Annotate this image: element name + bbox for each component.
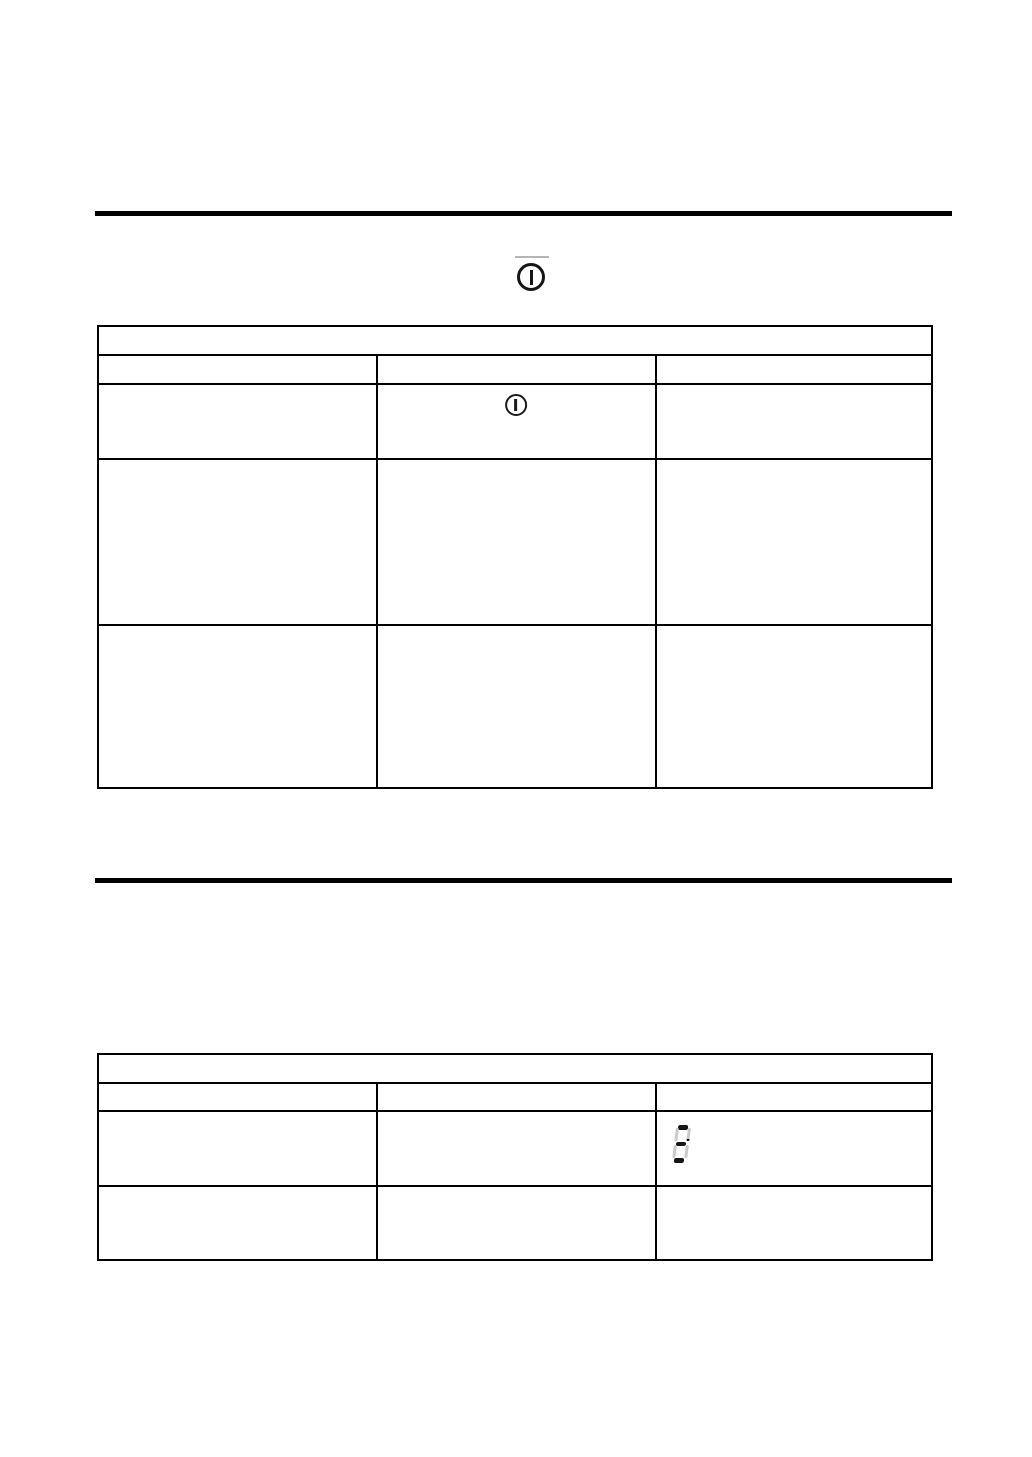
table-2-r2-c3 [657,1187,933,1259]
table-2-r2-c1 [99,1187,378,1259]
table-row [99,626,931,789]
segment-top-left [674,1128,679,1141]
overline-mark [515,256,549,258]
table-1-col-header-2 [378,356,657,383]
table-1-r3-c1 [99,626,378,789]
table-1-col-header-3 [657,356,933,383]
table-1-r2-c1 [99,460,378,624]
power-icon-bar [530,270,534,285]
segment-bottom-left [672,1145,677,1158]
table-2-col-header-2 [378,1084,657,1110]
power-icon [505,394,527,416]
table-1-r1-c2 [378,385,657,458]
table-row [99,460,931,626]
table-2-r1-c3 [657,1112,933,1185]
power-symbol-with-overline [514,254,550,296]
table-2-title-cell [99,1055,931,1082]
table-1-r2-c2 [378,460,657,624]
table-1-r1-c1 [99,385,378,458]
table-2-r2-c2 [378,1187,657,1259]
section-rule-middle [95,878,952,883]
table-2-r1-c2 [378,1112,657,1185]
table-row [99,1112,931,1187]
table-2-title-row [99,1055,931,1084]
table-1-col-header-1 [99,356,378,383]
table-2-column-header-row [99,1084,931,1112]
table-row [99,385,931,460]
table-1-r2-c3 [657,460,933,624]
table-1-r3-c3 [657,626,933,789]
segment-bottom-right [684,1145,689,1158]
table-1-r1-c3 [657,385,933,458]
section-rule-top [95,211,952,216]
table-2 [97,1053,933,1261]
table-row [99,1187,931,1259]
power-icon-bar [514,399,517,411]
table-2-r1-c1 [99,1112,378,1185]
segment-bottom [674,1158,685,1163]
table-1-title-row [99,327,931,356]
table-2-col-header-3 [657,1084,933,1110]
table-2-col-header-1 [99,1084,378,1110]
table-1 [97,325,933,789]
seven-segment-digit-8-icon [671,1125,692,1163]
table-1-r3-c2 [378,626,657,789]
table-1-title-cell [99,327,931,354]
power-icon [517,263,545,291]
table-1-column-header-row [99,356,931,385]
